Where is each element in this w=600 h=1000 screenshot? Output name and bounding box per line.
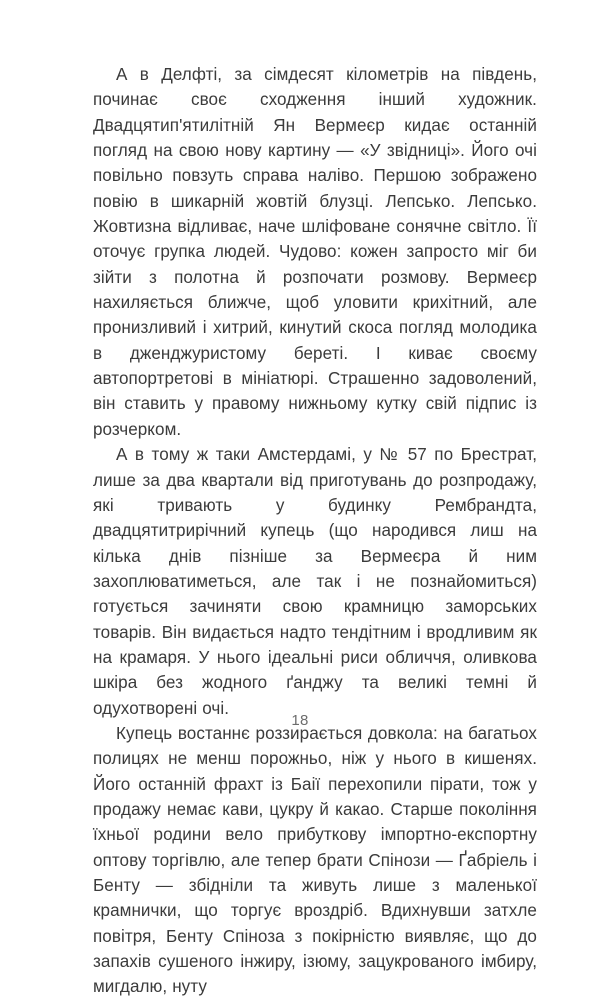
paragraph: Купець востаннє роззирається довкола: на багатьох полицях не менш порожньо, ніж у нього в кишенях. Його останній фрахт із Баії перехопили пірати, тож у продажу немає кави, цукру й какао. Старше покоління їхньої родини вело прибуткову імпортно-експортну оптову торгівлю, але тепер брати Спінози — Ґабріель і Бенту — збідніли та живуть лише з маленької крамнички, що торгує вроздріб. Вдихнувши затхле повітря, Бенту Спіноза з покірністю виявляє, що до запахів сушеного інжиру, ізюму, зацукрованого імбиру, мигдалю, нуту: [93, 723, 537, 997]
page-number: 18: [291, 712, 309, 729]
body-text-block: [93, 62, 537, 1000]
paragraph: А в тому ж таки Амстердамі, у № 57 по Брестрат, лише за два квартали від приготувань до розпродажу, які тривають у будинку Рембрандта, двадцятитрирічний купець (що народився лиш на кілька днів пізніше за Вермеєра й ним захоплюватиметься, але так і не познайомиться) готується зачиняти свою крамницю заморських товарів. Він видається надто тендітним і вродливим як на крамаря. У нього ідеальні риси обличчя, оливкова шкіра без жодного ґанджу та великі темні й одухотворені очі.: [93, 445, 537, 718]
paragraph: А в Делфті, за сімдесят кілометрів на південь, починає своє сходження інший художник. Двадцятип'ятилітній Ян Вермеєр кидає останній погляд на свою нову картину — «У звідниці». Його очі повільно повзуть справа наліво. Першою зображено повію в шикарній жовтій блузці. Лепсько. Лепсько. Жовтизна відливає, наче шліфоване сонячне світло. Її оточує групка людей. Чудово: кожен запросто міг би зійти з полотна й розпочати розмову. Вермеєр нахиляється ближче, щоб уловити крихітний, але пронизливий і хитрий, кинутий скоса погляд молодика в дженджуристому береті. І киває своєму автопортретові в мініатюрі. Страшенно задоволений, він ставить у правому нижньому кутку свій підпис із розчерком.: [93, 65, 537, 439]
